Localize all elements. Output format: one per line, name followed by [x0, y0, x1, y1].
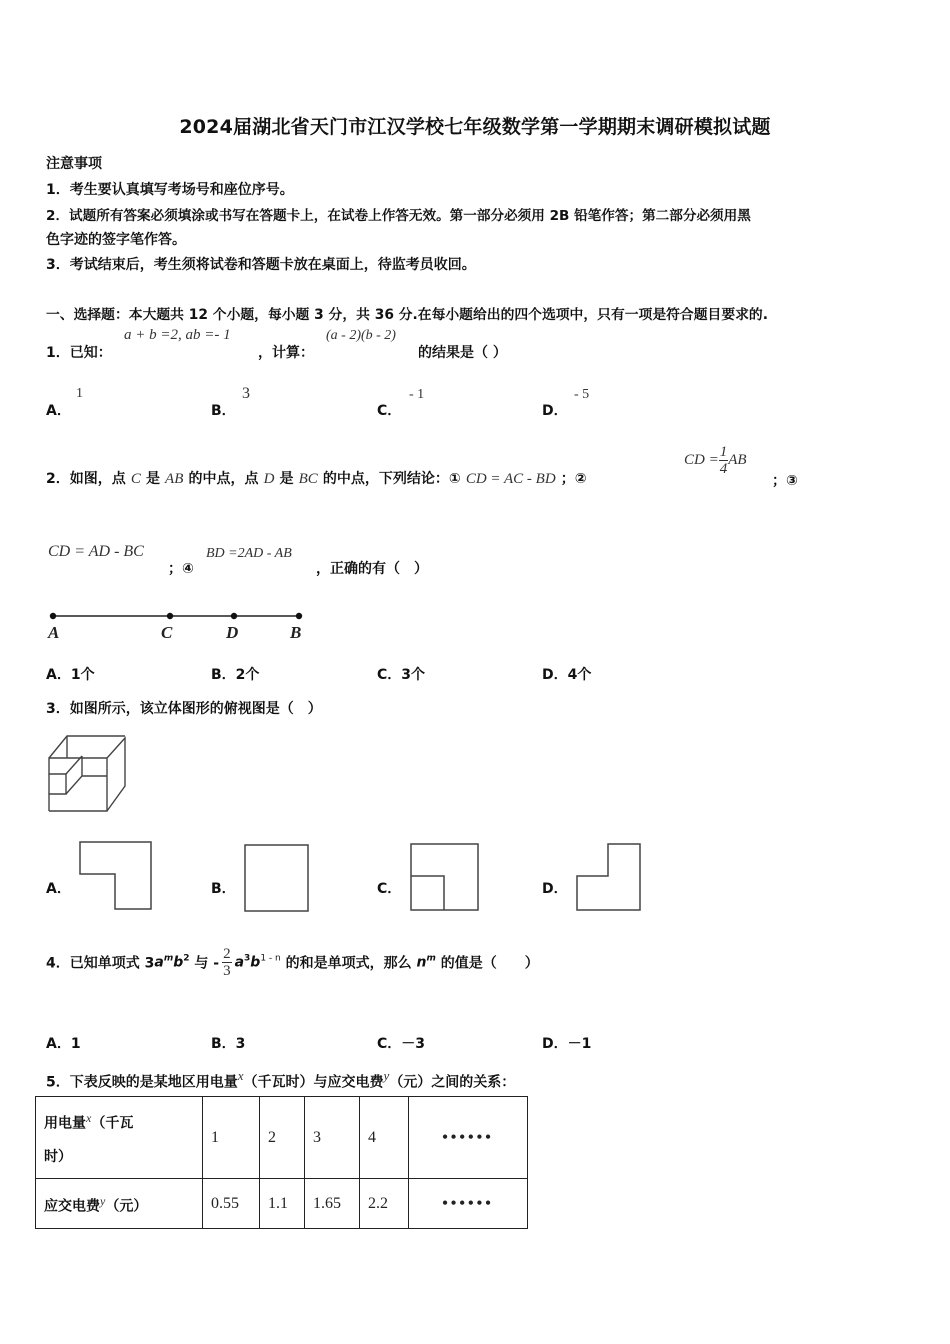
- q5-row2-var: y: [100, 1193, 106, 1208]
- q2-segment-bc: BC: [298, 471, 318, 487]
- q2-fraction: [719, 444, 729, 477]
- q1-option-c-label: C．: [377, 403, 402, 419]
- q2-point-b-dot: [296, 613, 302, 619]
- q5-row2-label-b: （元）: [105, 1198, 148, 1215]
- q2-text-4: 是: [279, 471, 294, 487]
- note-item-2-cont: 色字迹的签字笔作答。: [46, 232, 186, 248]
- q2-option-c: [377, 664, 425, 684]
- q2-label-d: D: [226, 623, 239, 642]
- q4-option-a: [46, 1033, 81, 1053]
- q2-conclusion-2a: CD =: [684, 452, 719, 468]
- q5-var-x: x: [237, 1068, 244, 1083]
- q5-row1-label: [36, 1097, 203, 1179]
- q2-text-7: ；③: [772, 473, 798, 489]
- q2-conclusion-3: CD = AD - BC: [48, 543, 144, 560]
- q3-option-a-label: A．: [46, 881, 71, 897]
- q2-label-a: A: [48, 623, 60, 642]
- q5-text-2: （千瓦时）与应交电费: [243, 1074, 384, 1091]
- q2-point-c-dot: [167, 613, 173, 619]
- q4-var-b2: b: [250, 954, 261, 971]
- q2-text-6: ；②: [560, 471, 587, 487]
- q4-fraction-den: 3: [223, 963, 231, 979]
- q4-option-b-value: 3: [235, 1036, 246, 1052]
- q4-exp-3: 3: [244, 953, 251, 964]
- q5-var-y: y: [383, 1068, 390, 1083]
- table-row: [36, 1097, 528, 1179]
- q5-row2-cell-more: ••••••: [409, 1179, 528, 1229]
- q4-option-d-value: －1: [567, 1036, 592, 1052]
- q2-text-3: 的中点，点: [188, 471, 259, 487]
- q5-row1-cell-3: 3: [305, 1097, 360, 1179]
- q3-option-b-label: B．: [211, 881, 236, 897]
- q2-conclusion-1: CD = AC - BD: [465, 471, 556, 487]
- q4-text-2: 与 -: [189, 955, 220, 972]
- q4-exp-2: 2: [183, 953, 190, 964]
- q5-row1-label-a: 用电量: [44, 1115, 86, 1132]
- q4-statement: [46, 946, 539, 979]
- q2-line-figure: [44, 604, 314, 646]
- q2-conclusion-2: [684, 444, 747, 477]
- q4-text-5: 的值是（ ）: [435, 955, 539, 972]
- q1-given: a + b =2, ab =- 1: [124, 327, 231, 343]
- q2-option-b-label: B．: [211, 667, 236, 683]
- q4-option-c-label: C．: [377, 1036, 402, 1052]
- q5-row2-cell-2: 1.1: [260, 1179, 305, 1229]
- q2-option-d-value: 4个: [567, 667, 592, 683]
- q2-text-8: ；④: [168, 561, 194, 577]
- q2-option-c-label: C．: [377, 667, 402, 683]
- q3-option-a-shape: [78, 840, 154, 912]
- q4-text-4: 的和是单项式，那么: [280, 955, 417, 972]
- q4-var-b1: b: [173, 954, 184, 971]
- section-heading: 一、选择题：本大题共 12 个小题，每小题 3 分，共 36 分.在每小题给出的四个选项中，只有一项是符合题目要求的.: [46, 307, 768, 323]
- q2-label-b: B: [290, 623, 302, 642]
- q4-text-1: 4．已知单项式 3: [46, 955, 155, 972]
- q2-option-c-value: 3个: [401, 667, 426, 683]
- q2-option-d-label: D．: [542, 667, 568, 683]
- q2-option-b-value: 2个: [235, 667, 260, 683]
- q4-option-d-label: D．: [542, 1036, 568, 1052]
- q3-option-c-shape: [409, 842, 481, 912]
- q5-row2-cell-1: 0.55: [203, 1179, 260, 1229]
- q2-conclusion-2b: AB: [728, 452, 747, 468]
- note-item-2: 2．试题所有答案必须填涂或书写在答题卡上，在试卷上作答无效。第一部分必须用 2B 铅笔作答；第二部分必须用黑: [46, 208, 751, 224]
- q2-option-b: [211, 664, 259, 684]
- q4-option-d: [542, 1033, 591, 1053]
- q1-option-b-label: B．: [211, 403, 236, 419]
- q3-option-b-shape: [243, 843, 311, 913]
- q5-row1-cell-4: 4: [360, 1097, 409, 1179]
- q5-text-3: （元）之间的关系：: [389, 1074, 516, 1091]
- q2-text-9: ，正确的有（ ）: [316, 561, 428, 577]
- q5-row1-label-c: 时）: [44, 1149, 72, 1166]
- q2-option-a-value: 1个: [70, 667, 95, 683]
- q4-option-c: [377, 1033, 425, 1053]
- q2-point-d: D: [263, 471, 275, 487]
- notes-heading: 注意事项: [46, 156, 102, 172]
- q1-option-b-value: 3: [242, 385, 250, 402]
- q1-expression: (a - 2)(b - 2): [326, 328, 396, 343]
- q2-option-d: [542, 664, 591, 684]
- q5-text-1: 5．下表反映的是某地区用电量: [46, 1074, 238, 1091]
- q4-exp-1-n: 1 - n: [260, 953, 281, 964]
- note-item-3: 3．考试结束后，考生须将试卷和答题卡放在桌面上，待监考员收回。: [46, 257, 476, 273]
- q4-var-a1: a: [154, 954, 164, 971]
- note-item-1: 1．考生要认真填写考场号和座位序号。: [46, 182, 294, 198]
- q3-option-d-label: D．: [542, 881, 568, 897]
- q2-conclusion-4: BD =2AD - AB: [206, 546, 292, 561]
- q2-text-1: 2．如图，点: [46, 471, 126, 487]
- q1-option-d-label: D．: [542, 403, 568, 419]
- q4-exp-m: m: [163, 953, 174, 964]
- q3-option-c-label: C．: [377, 881, 402, 897]
- q4-exp-m2: m: [426, 953, 436, 964]
- q2-text-5: 的中点，下列结论：①: [322, 471, 461, 487]
- q5-row1-var: x: [86, 1110, 92, 1125]
- q4-option-b-label: B．: [211, 1036, 236, 1052]
- q3-option-d-shape: [575, 842, 643, 912]
- q1-prefix: 1．已知：: [46, 345, 112, 361]
- q2-point-c: C: [130, 471, 141, 487]
- q5-statement: [46, 1068, 515, 1091]
- q3-solid-figure: [46, 728, 128, 816]
- q2-option-a: [46, 664, 95, 684]
- q2-text-2: 是: [145, 471, 160, 487]
- q4-var-n: n: [416, 954, 427, 971]
- q2-fraction-num: 1: [719, 444, 728, 460]
- q4-option-b: [211, 1033, 245, 1053]
- q5-row1-cell-1: 1: [203, 1097, 260, 1179]
- table-row: [36, 1179, 528, 1229]
- q2-option-a-label: A．: [46, 667, 71, 683]
- q4-var-a2: a: [234, 954, 245, 971]
- q4-option-c-value: －3: [401, 1036, 426, 1052]
- q5-row1-cell-more: ••••••: [409, 1097, 528, 1179]
- q5-row2-label: [36, 1179, 203, 1229]
- q1-option-c-value: - 1: [409, 387, 425, 402]
- q4-option-a-value: 1: [70, 1036, 81, 1052]
- page-title: 2024届湖北省天门市江汉学校七年级数学第一学期期末调研模拟试题: [179, 116, 771, 138]
- q4-option-a-label: A．: [46, 1036, 71, 1052]
- q2-point-a-dot: [50, 613, 56, 619]
- q2-statement: [46, 468, 587, 488]
- q1-option-a-value: 1: [76, 386, 83, 401]
- q5-row1-cell-2: 2: [260, 1097, 305, 1179]
- q5-row2-cell-4: 2.2: [360, 1179, 409, 1229]
- q5-row1-label-b: （千瓦: [91, 1115, 134, 1132]
- q2-point-d-dot: [231, 613, 237, 619]
- q5-row2-label-a: 应交电费: [44, 1198, 100, 1215]
- q1-mid: ，计算：: [258, 345, 314, 361]
- q2-label-c: C: [161, 623, 173, 642]
- q5-row2-cell-3: 1.65: [305, 1179, 360, 1229]
- q5-table: [35, 1096, 528, 1229]
- q2-fraction-den: 4: [719, 461, 728, 477]
- q3-text: 3．如图所示，该立体图形的俯视图是（ ）: [46, 701, 322, 717]
- q1-option-d-value: - 5: [574, 387, 590, 402]
- q2-segment-ab: AB: [165, 471, 184, 487]
- q4-fraction: [222, 946, 232, 979]
- q4-fraction-num: 2: [223, 946, 231, 962]
- q1-suffix: 的结果是（ ）: [418, 345, 507, 361]
- q1-option-a-label: A．: [46, 403, 71, 419]
